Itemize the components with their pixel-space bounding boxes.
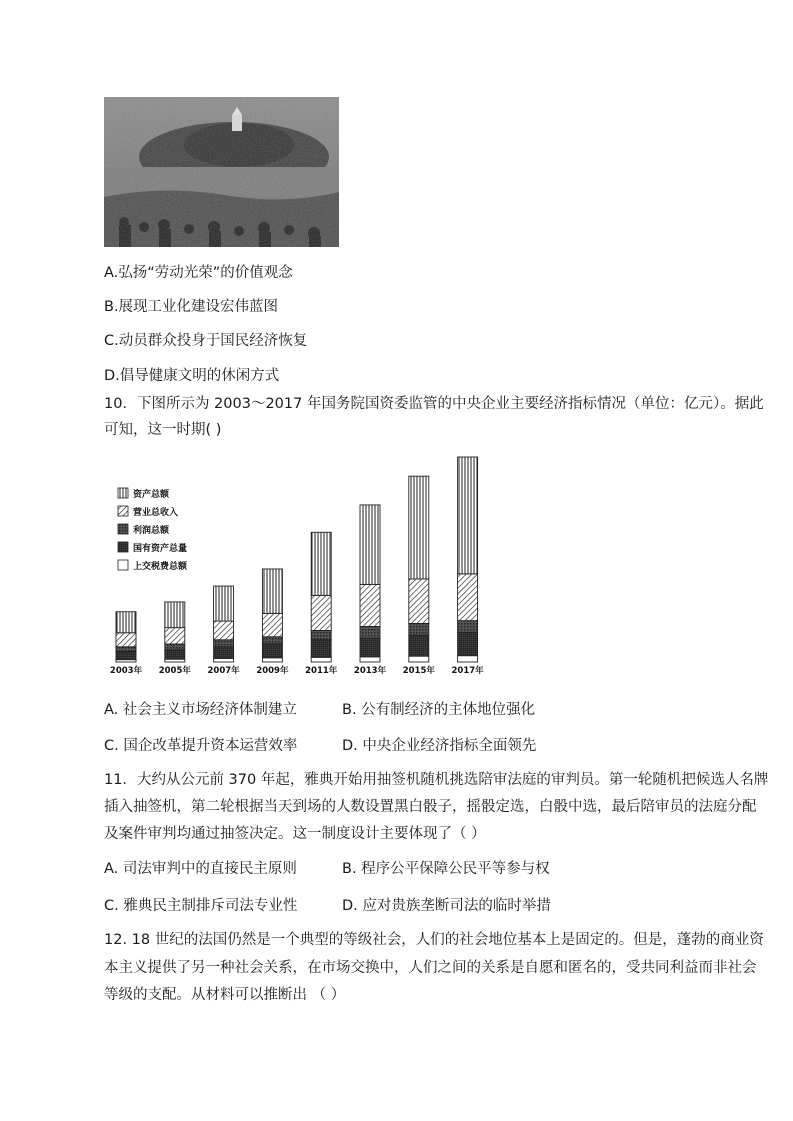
chart-bars	[116, 457, 478, 662]
q11-option-b: B. 程序公平保障公民平等参与权	[342, 861, 550, 877]
q11-stem-line3: 及案件审判均通过抽签决定。这一制度设计主要体现了（ ）	[104, 826, 486, 842]
bar-2015--series-2	[409, 623, 429, 635]
q11-stem-line1: 11．大约从公元前 370 年起，雅典开始用抽签机随机挑选陪审法庭的审判员。第一轮随机把候选人名牌	[104, 772, 769, 788]
q10-stem-line1: 10．下图所示为 2003～2017 年国务院国资委监管的中央企业主要经济指标情况（单位：亿元）。据此	[104, 396, 764, 412]
bar-2009--series-4	[262, 658, 282, 662]
q11-option-d: D. 应对贵族垄断司法的临时举措	[342, 898, 551, 914]
chart-legend	[118, 488, 188, 572]
q10-option-a: A. 社会主义市场经济体制建立	[104, 702, 297, 718]
bar-2007--series-0	[214, 586, 234, 621]
bar-2007--series-4	[214, 658, 234, 662]
bar-2015--series-3	[409, 635, 429, 656]
bar-2015--series-4	[409, 656, 429, 662]
bar-2009--series-3	[262, 644, 282, 658]
x-tick-label-5: 2013年	[353, 666, 387, 676]
bar-2017--series-0	[458, 457, 478, 574]
bar-2017--series-3	[458, 632, 478, 655]
bar-2007--series-2	[214, 640, 234, 647]
x-tick-label-7: 2017年	[451, 666, 484, 676]
bar-2009--series-2	[262, 637, 282, 644]
bar-2013--series-1	[360, 584, 380, 626]
x-tick-label-4: 2011年	[305, 666, 338, 676]
x-tick-label-1: 2005年	[158, 666, 191, 676]
q9-option-b: B.展现工业化建设宏伟蓝图	[104, 299, 279, 315]
bar-2013--series-2	[360, 626, 380, 638]
bar-2013--series-4	[360, 657, 380, 662]
q12-stem-line2: 本主义提供了另一种社会关系，在市场交换中，人们之间的关系是自愿和匿名的，受共同利益而非社会	[104, 960, 757, 976]
q11-option-c: C. 雅典民主制排斥司法专业性	[104, 898, 298, 914]
legend-swatch-2	[118, 524, 128, 534]
bar-2017--series-1	[458, 574, 478, 621]
bar-2011--series-1	[311, 595, 331, 630]
legend-label-0: 资产总额	[133, 490, 170, 500]
bar-2003--series-2	[116, 647, 136, 652]
bar-2009--series-1	[262, 613, 282, 636]
q10-stem-line2: 可知，这一时期( )	[104, 422, 222, 438]
bar-2011--series-4	[311, 657, 331, 662]
q10-option-b: B. 公有制经济的主体地位强化	[342, 702, 536, 718]
q9-option-d: D.倡导健康文明的休闲方式	[104, 368, 280, 384]
bar-2015--series-0	[409, 476, 429, 579]
x-tick-label-2: 2007年	[207, 666, 240, 676]
bar-2007--series-1	[214, 621, 234, 640]
q9-option-c: C.动员群众投身于国民经济恢复	[104, 333, 308, 349]
q12-stem-line3: 等级的支配。从材料可以推断出 （ ）	[104, 987, 346, 1003]
q9-photo	[104, 97, 339, 247]
legend-swatch-4	[118, 560, 128, 570]
bar-2005--series-3	[165, 650, 185, 659]
legend-swatch-3	[118, 542, 128, 552]
q12-stem-line1: 12. 18 世纪的法国仍然是一个典型的等级社会，人们的社会地位基本上是固定的。但是，蓬勃的商业资	[104, 932, 764, 948]
x-tick-label-6: 2015年	[402, 666, 435, 676]
bar-2015--series-1	[409, 579, 429, 623]
bar-2005--series-0	[165, 602, 185, 628]
x-tick-label-0: 2003年	[109, 666, 143, 676]
q10-option-d: D. 中央企业经济指标全面领先	[342, 738, 537, 754]
bar-2017--series-4	[458, 656, 478, 662]
bar-2011--series-3	[311, 640, 331, 658]
legend-label-4: 上交税费总额	[133, 562, 188, 572]
q10-bar-chart	[104, 455, 494, 685]
bar-2003--series-3	[116, 651, 136, 659]
bar-2017--series-2	[458, 621, 478, 633]
legend-label-1: 营业总收入	[133, 508, 179, 518]
bar-2009--series-0	[262, 569, 282, 613]
legend-swatch-1	[118, 506, 128, 516]
chart-x-tick-labels	[110, 665, 484, 676]
bar-2013--series-0	[360, 505, 380, 584]
x-tick-label-3: 2009年	[256, 666, 289, 676]
bar-2007--series-3	[214, 647, 234, 659]
bar-2011--series-2	[311, 630, 331, 639]
q11-stem-line2: 插入抽签机，第二轮根据当天到场的人数设置黑白骰子，摇骰定选，白骰中选，最后陪审员的法庭分配	[104, 799, 757, 815]
q11-option-a: A. 司法审判中的直接民主原则	[104, 861, 297, 877]
q10-option-c: C. 国企改革提升资本运营效率	[104, 738, 298, 754]
legend-label-2: 利润总额	[133, 526, 170, 536]
bar-2005--series-2	[165, 644, 185, 650]
bar-2013--series-3	[360, 638, 380, 657]
bar-2003--series-0	[116, 612, 136, 633]
legend-swatch-0	[118, 488, 128, 498]
bar-2003--series-1	[116, 633, 136, 647]
q9-option-a: A.弘扬“劳动光荣”的价值观念	[104, 265, 293, 281]
bar-2005--series-1	[165, 628, 185, 644]
bar-2011--series-0	[311, 532, 331, 595]
legend-label-3: 国有资产总量	[133, 544, 188, 554]
